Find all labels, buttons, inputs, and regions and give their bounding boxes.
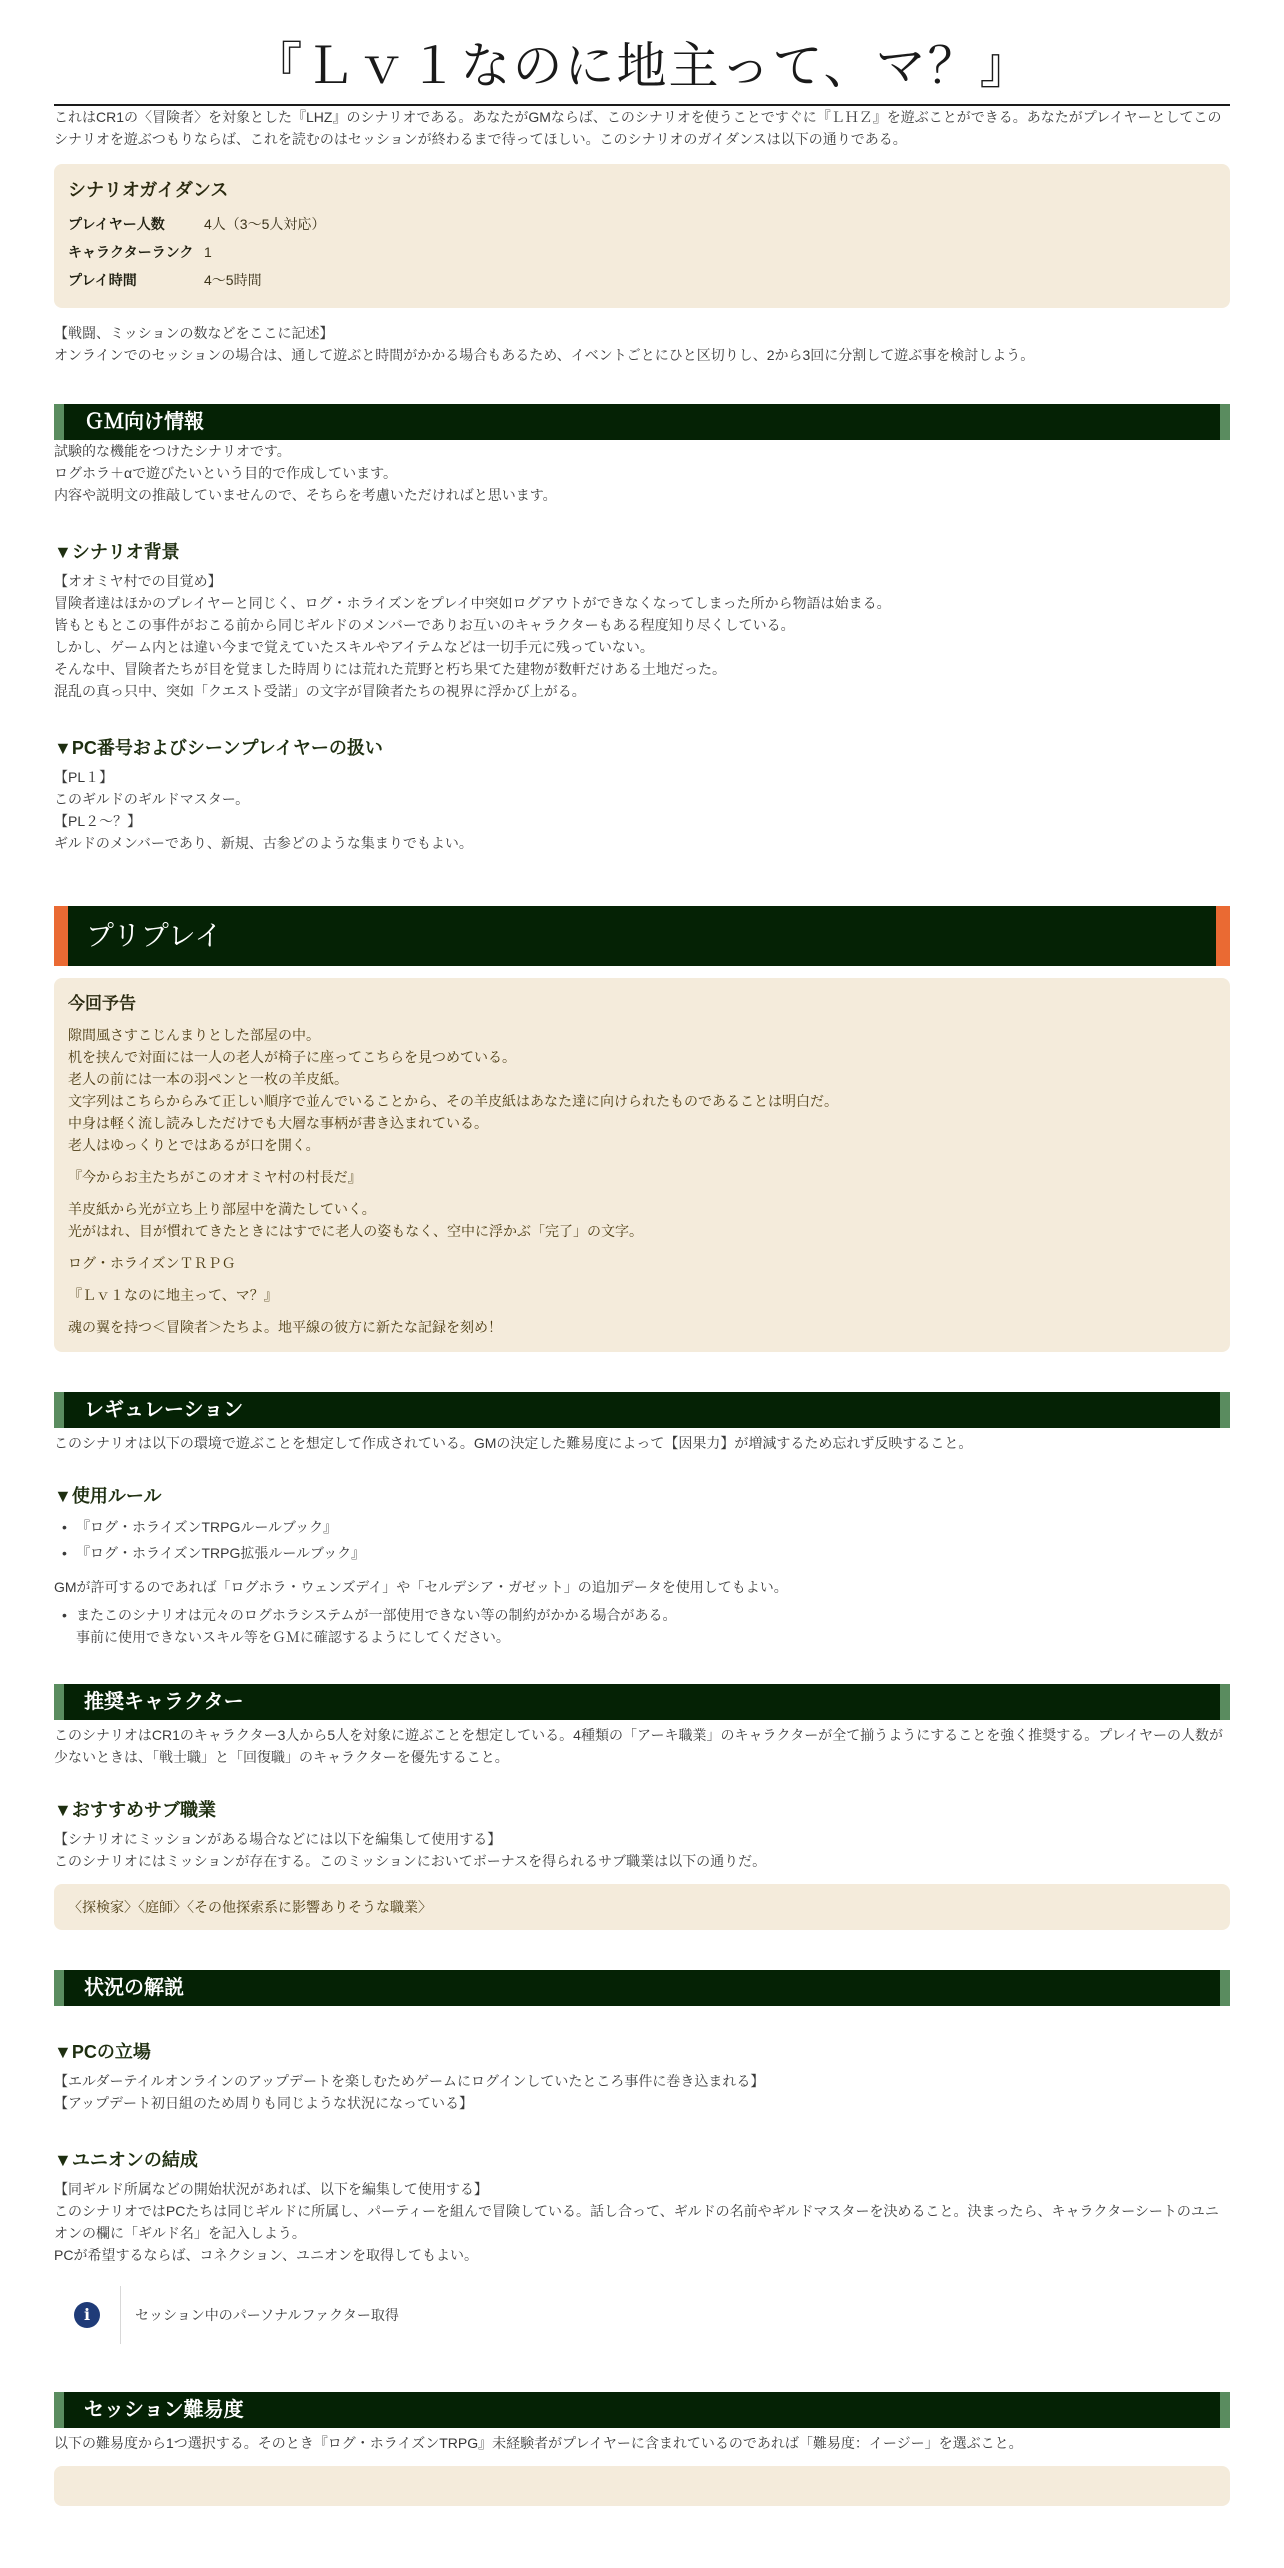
text-line: 【オオミヤ村での目覚め】 <box>54 573 222 589</box>
recommended-text: このシナリオはCR1のキャラクター3人から5人を対象に遊ぶことを想定している。4種類の「アーキ職業」のキャラクターが全て揃うようにすることを強く推奨する。プレイヤーの人数が少ないときは、「戦士職」と「回復職」のキャラクターを優先すること。 <box>54 1727 1223 1765</box>
text-line: 皆もともとこの事件がおこる前から同じギルドのメンバーでありお互いのキャラクターもある程度知り尽くしている。 <box>54 617 795 633</box>
subheading-sub-class: ▼おすすめサブ職業 <box>54 1800 216 1820</box>
guidance-row <box>68 266 1216 294</box>
pc-position-text <box>54 2070 1230 2114</box>
guidance-value: 4～5時間 <box>204 272 262 288</box>
section-heading-situation: 状況の解説 <box>54 1970 1230 2006</box>
section-heading-difficulty: セッション難易度 <box>54 2392 1230 2428</box>
text-line: 【アップデート初日組のため周りも同じような状況になっている】 <box>54 2095 474 2111</box>
note-block <box>54 322 1230 366</box>
intro-text: これはCR1の〈冒険者〉を対象とした『LHZ』のシナリオである。あなたがGMならば、このシナリオを使うことですぐに『ＬＨＺ』を遊ぶことができる。あなたがプレイヤーとしてこのシナリオを遊ぶつもりならば、これを読むのはセッションが終わるまで待ってほしい。このシナリオのガイダンスは以下の通りである。 <box>54 109 1222 147</box>
sub-class-box <box>54 1884 1230 1930</box>
info-icon: i <box>74 2302 100 2328</box>
difficulty-text: 以下の難易度から1つ選択する。そのとき『ログ・ホライズンTRPG』未経験者がプレイヤーに含まれているのであれば「難易度：イージー」を選ぶこと。 <box>54 2435 1023 2451</box>
text-line: このシナリオではPCたちは同じギルドに所属し、パーティーを組んで冒険している。話し合って、ギルドの名前やギルドマスターを決めること。決まったら、キャラクターシートのユニオンの欄に「ギルド名」を記入しよう。 <box>54 2203 1219 2241</box>
text-line: 【PL１】 <box>54 769 114 785</box>
text-line: 内容や説明文の推敲していませんので、そちらを考慮いただければと思います。 <box>54 487 557 503</box>
preview-title: 今回予告 <box>68 994 136 1013</box>
section-heading-regulation: レギュレーション <box>54 1392 1230 1428</box>
extra-data-text: GMが許可するのであれば「ログホラ・ウェンズデイ」や「セルデシア・ガゼット」の追加データを使用してもよい。 <box>54 1579 788 1595</box>
pc-numbers-text <box>54 766 1230 854</box>
scenario-title-line: 『Ｌｖ１なのに地主って、マ？』 <box>68 1287 278 1303</box>
sub-class-list: 〈探検家〉〈庭師〉〈その他探索系に影響ありそうな職業〉 <box>68 1899 432 1915</box>
subheading-union: ▼ユニオンの結成 <box>54 2150 198 2170</box>
text-line: 老人はゆっくりとではあるが口を開く。 <box>68 1137 320 1153</box>
text-line: ログホラ＋αで遊びたいという目的で作成しています。 <box>54 465 397 481</box>
text-line: 隙間風さすこじんまりとした部屋の中。 <box>68 1027 320 1043</box>
guidance-key: プレイヤー人数 <box>68 216 165 232</box>
section-heading-recommended: 推奨キャラクター <box>54 1684 1230 1720</box>
section-heading-gm: ＧＭ向け情報 <box>54 404 1230 440</box>
text-line: このギルドのギルドマスター。 <box>54 791 250 807</box>
text-line: そんな中、冒険者たちが目を覚ました時周りには荒れた荒野と朽ち果てた建物が数軒だけある土地だった。 <box>54 661 726 677</box>
note-line: 【戦闘、ミッションの数などをここに記述】 <box>54 325 334 341</box>
text-line: 冒険者達はほかのプレイヤーと同じく、ログ・ホライズンをプレイ中突如ログアウトができなくなってしまった所から物語は始まる。 <box>54 595 891 611</box>
guidance-key: キャラクターランク <box>68 244 194 260</box>
section-heading-preplay: プリプレイ <box>54 906 1230 966</box>
text-line: 混乱の真っ只中、突如「クエスト受諾」の文字が冒険者たちの視界に浮かび上がる。 <box>54 683 586 699</box>
subheading-rules: ▼使用ルール <box>54 1486 162 1506</box>
caution-line: またこのシナリオは元々のログホラシステムが一部使用できない等の制約がかかる場合がある。 <box>76 1607 677 1623</box>
text-line: 【シナリオにミッションがある場合などには以下を編集して使用する】 <box>54 1831 502 1847</box>
caution-list <box>54 1604 1230 1648</box>
background-text <box>54 570 1230 702</box>
rulebook-list <box>54 1514 1230 1566</box>
subheading-pc-numbers: ▼PC番号およびシーンプレイヤーの扱い <box>54 738 383 758</box>
text-line: PCが希望するならば、コネクション、ユニオンを取得してもよい。 <box>54 2247 479 2263</box>
text-line: このシナリオにはミッションが存在する。このミッションにおいてボーナスを得られるサブ職業は以下の通りだ。 <box>54 1853 767 1869</box>
text-line: 文字列はこちらからみて正しい順序で並んでいることから、その羊皮紙はあなた達に向けられたものであることは明白だ。 <box>68 1093 838 1109</box>
guidance-row <box>68 210 1216 238</box>
quote-line: 『今からお主たちがこのオオミヤ村の村長だ』 <box>68 1169 362 1185</box>
regulation-text: このシナリオは以下の環境で遊ぶことを想定して作成されている。GMの決定した難易度によって【因果力】が増減するため忘れず反映すること。 <box>54 1435 973 1451</box>
guidance-title: シナリオガイダンス <box>68 180 229 200</box>
guidance-value: 4人（3～5人対応） <box>204 216 326 232</box>
note-line: オンラインでのセッションの場合は、通して遊ぶと時間がかかる場合もあるため、イベントごとにひと区切りし、2から3回に分割して遊ぶ事を検討しよう。 <box>54 347 1035 363</box>
preview-box <box>54 978 1230 1352</box>
info-callout <box>54 2266 1230 2364</box>
sub-class-text <box>54 1828 1230 1872</box>
subheading-pc-position: ▼PCの立場 <box>54 2042 151 2062</box>
text-line: 老人の前には一本の羽ペンと一枚の羊皮紙。 <box>68 1071 348 1087</box>
text-line: 中身は軽く流し読みしただけでも大層な事柄が書き込まれている。 <box>68 1115 488 1131</box>
caution-line: 事前に使用できないスキル等をＧＭに確認するようにしてください。 <box>76 1629 510 1645</box>
subheading-background: ▼シナリオ背景 <box>54 542 180 562</box>
text-line: しかし、ゲーム内とは違い今まで覚えていたスキルやアイテムなどは一切手元に残っていない。 <box>54 639 654 655</box>
union-text <box>54 2178 1230 2266</box>
brand-line: ログ・ホライズンＴＲＰＧ <box>68 1255 236 1271</box>
difficulty-box <box>54 2466 1230 2506</box>
text-line: 【エルダーテイルオンラインのアップデートを楽しむためゲームにログインしていたところ事件に巻き込まれる】 <box>54 2073 765 2089</box>
text-line: 試験的な機能をつけたシナリオです。 <box>54 443 291 459</box>
text-line: 【同ギルド所属などの開始状況があれば、以下を編集して使用する】 <box>54 2181 488 2197</box>
guidance-row <box>68 238 1216 266</box>
guidance-key: プレイ時間 <box>68 272 137 288</box>
tagline: 魂の翼を持つ＜冒険者＞たちよ。地平線の彼方に新たな記録を刻め！ <box>68 1319 502 1335</box>
list-item: • 『ログ・ホライズンTRPGルールブック』 <box>54 1514 1230 1540</box>
info-text: セッション中のパーソナルファクター取得 <box>135 2307 399 2323</box>
scenario-guidance-box <box>54 164 1230 308</box>
gm-info-text <box>54 440 1230 506</box>
list-item: • 『ログ・ホライズンTRPG拡張ルールブック』 <box>54 1540 1230 1566</box>
text-line: 羊皮紙から光が立ち上り部屋中を満たしていく。 <box>68 1201 376 1217</box>
text-line: 机を挟んで対面には一人の老人が椅子に座ってこちらを見つめている。 <box>68 1049 516 1065</box>
info-divider <box>120 2286 121 2344</box>
text-line: 【PL２～？】 <box>54 813 142 829</box>
text-line: 光がはれ、目が慣れてきたときにはすでに老人の姿もなく、空中に浮かぶ「完了」の文字。 <box>68 1223 643 1239</box>
guidance-value: 1 <box>204 244 212 260</box>
text-line: ギルドのメンバーであり、新規、古参どのような集まりでもよい。 <box>54 835 473 851</box>
list-item <box>54 1604 1230 1648</box>
page-title: 『Ｌｖ１なのに地主って、マ？』 <box>54 0 1230 106</box>
